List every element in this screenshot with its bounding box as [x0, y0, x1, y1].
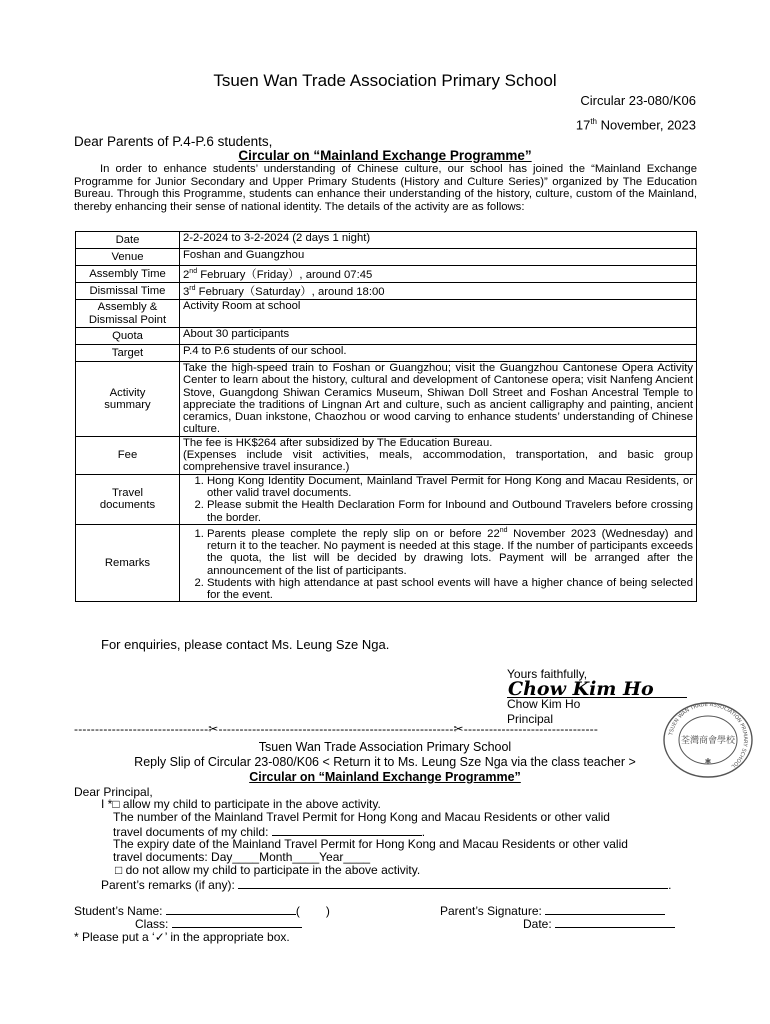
- seal-center-text: 荃灣商會學校: [680, 736, 736, 746]
- activity-summary-label: [76, 362, 180, 437]
- circular-subject: Circular on “Mainland Exchange Programme”: [238, 148, 532, 163]
- assembly-point-label: [76, 300, 180, 328]
- intro-paragraph: In order to enhance students’ understanding of Chinese culture, our school has joined the “Mainland Exchange Programme for Junior Secondary and Upper Primary Students (History and Culture Series)” organized by The Education Bureau. Through this Programme, students can enhance their understanding of the history, culture, custom of the Mainland, thereby enhancing their sense of national identity. The details of the activity are as follows:: [74, 163, 697, 213]
- dismissal-time-label: Dismissal Time: [76, 283, 180, 300]
- table-row: [76, 362, 697, 437]
- assembly-point-label-line1: Assembly &: [97, 301, 158, 314]
- parent-signature-field[interactable]: [545, 903, 665, 915]
- circular-reference: Circular 23-080/K06: [580, 93, 696, 108]
- table-row: [76, 266, 697, 283]
- allow-option[interactable]: [101, 797, 381, 811]
- assembly-sup: nd: [189, 268, 198, 275]
- permit-number-line-1: The number of the Mainland Travel Permit for Hong Kong and Macau Residents or other valid: [113, 810, 610, 824]
- enquiries-line: For enquiries, please contact Ms. Leung Sze Nga.: [101, 637, 390, 652]
- class-number-close: ): [325, 904, 330, 918]
- seal-ring-text: TSUEN WAN TRADE ASSOCIATION PRIMARY SCHOOL: [668, 701, 749, 770]
- table-row: [76, 283, 697, 300]
- assembly-point-label-line2: Dismissal Point: [88, 313, 167, 326]
- parent-remarks-field[interactable]: [238, 877, 668, 889]
- table-row: [76, 474, 697, 524]
- dismissal-time-value: [180, 283, 697, 300]
- date-label: Date: [76, 232, 180, 249]
- target-label: Target: [76, 345, 180, 362]
- travel-label-line1: Travel: [112, 486, 143, 499]
- reply-salutation: Dear Principal,: [74, 785, 153, 799]
- assembly-time-value: [180, 266, 697, 283]
- class-field[interactable]: [172, 916, 302, 928]
- remarks-1-pre: Parents please complete the reply slip on or before 22: [207, 527, 500, 540]
- table-row: [76, 345, 697, 362]
- permit-number-label: travel documents of my child:: [113, 825, 269, 839]
- student-name-field[interactable]: [166, 903, 296, 915]
- cut-line: --------------------------------✂--------------------------------------------------------✂--------------------------------: [74, 722, 599, 736]
- circular-date: [576, 117, 696, 132]
- table-row: [76, 328, 697, 345]
- salutation: Dear Parents of P.4-P.6 students,: [74, 134, 273, 149]
- permit-expiry-line-1: The expiry date of the Mainland Travel Permit for Hong Kong and Macau Residents or other valid: [113, 837, 628, 851]
- table-row: [76, 232, 697, 249]
- date-row: [523, 916, 675, 931]
- not-allow-option-text: □ do not allow my child to participate in the above activity.: [115, 863, 421, 877]
- reply-slip-line: Reply Slip of Circular 23-080/K06 < Return it to Ms. Leung Sze Nga via the class teacher >: [134, 755, 636, 769]
- fee-line-1: The fee is HK$264 after subsidized by The Education Bureau.: [183, 436, 493, 449]
- signer-title: Principal: [507, 712, 554, 726]
- signer-name: Chow Kim Ho: [507, 697, 581, 711]
- handwritten-signature: [507, 677, 687, 699]
- signature-line: [507, 677, 687, 698]
- allow-option-text: I *□ allow my child to participate in the above activity.: [101, 797, 381, 811]
- dismissal-rest: February（Saturday）, around 18:00: [195, 285, 385, 298]
- seal-star-icon: ✱: [704, 757, 712, 766]
- assembly-rest: February（Friday）, around 07:45: [197, 268, 373, 281]
- signature-glyphs: Chow Kim Ho: [508, 678, 654, 699]
- remarks-value: [180, 524, 697, 602]
- venue-label: Venue: [76, 249, 180, 266]
- class-row: [135, 916, 302, 931]
- venue-value: Foshan and Guangzhou: [180, 249, 697, 266]
- quota-label: Quota: [76, 328, 180, 345]
- tick-note: * Please put a ‘✓’ in the appropriate box.: [74, 930, 290, 944]
- date-rest: November, 2023: [596, 117, 696, 133]
- remarks-label: Remarks: [76, 524, 180, 602]
- permit-number-field[interactable]: [272, 824, 422, 836]
- dismissal-sup: rd: [189, 285, 196, 292]
- table-row: [76, 300, 697, 328]
- table-row: [76, 249, 697, 266]
- target-value: P.4 to P.6 students of our school.: [180, 345, 697, 362]
- date-suffix: th: [590, 117, 597, 126]
- date-day: 17: [575, 117, 591, 133]
- reply-subject: Circular on “Mainland Exchange Programme”: [249, 770, 521, 784]
- travel-label-line2: documents: [99, 499, 156, 512]
- list-item: 2. Please submit the Health Declaration Form for Inbound and Outbound Travelers before crossing the border.: [207, 499, 693, 524]
- reply-date-field[interactable]: [555, 916, 675, 928]
- remarks-1-sup: nd: [499, 526, 508, 534]
- school-name: Tsuen Wan Trade Association Primary School: [213, 71, 557, 90]
- summary-label-line2: summary: [104, 398, 151, 411]
- fee-value: [180, 436, 697, 474]
- class-number-open: (: [295, 904, 300, 918]
- assembly-day: 2: [183, 268, 190, 281]
- parent-remarks-label: Parent’s remarks (if any):: [101, 878, 235, 892]
- not-allow-option[interactable]: [115, 863, 420, 877]
- activity-details-table: [75, 231, 697, 602]
- summary-label-line1: Activity: [109, 386, 146, 399]
- permit-expiry-line-2[interactable]: travel documents: Day____Month____Year____: [113, 850, 371, 864]
- table-row: [76, 436, 697, 474]
- student-name-label: Student’s Name:: [74, 904, 163, 918]
- list-item: [207, 525, 693, 577]
- fee-line-2: (Expenses include visit activities, meals, accommodation, transportation, and basic group comprehensive travel insurance.): [183, 449, 693, 474]
- parent-signature-label: Parent’s Signature:: [440, 904, 542, 918]
- permit-number-line-2: travel documents of my child: .: [113, 825, 426, 839]
- list-item: 2. Students with high attendance at past school events will have a higher chance of being selected for the event.: [207, 577, 693, 602]
- dismissal-day: 3: [183, 285, 190, 298]
- assembly-time-label: Assembly Time: [76, 266, 180, 283]
- travel-documents-label: [76, 474, 180, 524]
- fee-label: Fee: [76, 436, 180, 474]
- parent-remarks-line: Parent’s remarks (if any): .: [101, 878, 672, 892]
- quota-value: About 30 participants: [180, 328, 697, 345]
- yours-faithfully: Yours faithfully,: [507, 667, 588, 681]
- assembly-point-value: Activity Room at school: [180, 300, 697, 328]
- activity-summary-value: Take the high-speed train to Foshan or Guangzhou; visit the Guangzhou Cantonese Opera Activity Center to learn about the history, cultural and development of Cantonese opera; visit Nanfeng Ancient Stove, Guangdong Shiwan Ceramics Museum, Shiwan Doll Street and Foshan Ancestral Temple to appreciate the traditions of Lingnan Art and culture, such as ancient calligraphy and painting, ancient ceramics, Duan inkstone, Chaozhou or wood carving to enhance students’ understanding of Chinese culture.: [180, 362, 697, 437]
- travel-documents-value: [180, 474, 697, 524]
- list-item: 1. Hong Kong Identity Document, Mainland Travel Permit for Hong Kong and Macau Residents, or other valid travel documents.: [207, 475, 693, 500]
- class-label: Class:: [135, 917, 169, 931]
- date-value: 2-2-2024 to 3-2-2024 (2 days 1 night): [180, 232, 697, 249]
- reply-school-name: Tsuen Wan Trade Association Primary School: [258, 740, 512, 754]
- remarks-1-post: November 2023 (Wednesday) and return it to the teacher. No payment is needed at this stage. If the number of participants exceeds the quota, the list will be decided by drawing lots. Payment will be arranged after the announcement of the list of participants.: [207, 527, 693, 577]
- table-row: [76, 524, 697, 602]
- reply-date-label: Date:: [523, 917, 552, 931]
